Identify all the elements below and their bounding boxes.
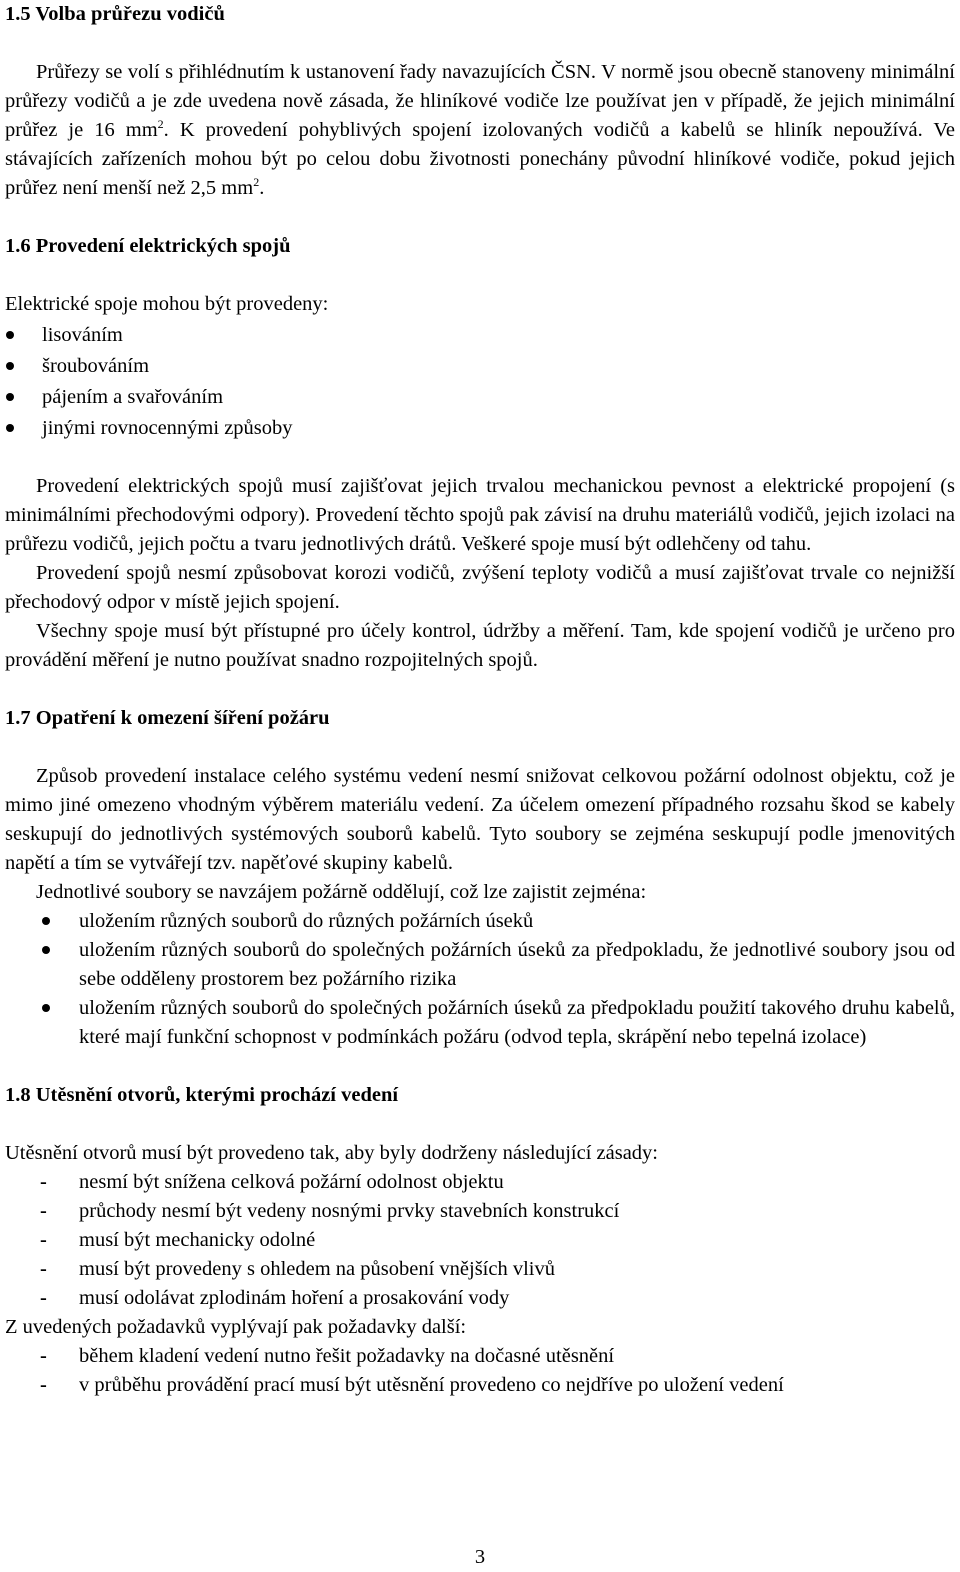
paragraph-1-6-c: Všechny spoje musí být přístupné pro účely kontrol, údržby a měření. Tam, kde spojení vodičů je určeno pro provádění měření je nutno používat snadno rozpojitelných spojů.	[5, 620, 955, 671]
list-item: - musí odolávat zplodinám hoření a prosakování vody	[5, 1284, 955, 1313]
list-item: šroubováním	[5, 352, 955, 381]
bullet-list-1-7	[5, 907, 955, 1052]
dash-list-1-8-b	[5, 1342, 955, 1400]
page-number: 3	[474, 1546, 486, 1568]
list-item: uložením různých souborů do společných požárních úseků za předpokladu, že jednotlivé soubory jsou od sebe odděleny prostorem bez požárního rizika	[5, 936, 955, 994]
heading-1-6: 1.6 Provedení elektrických spojů	[5, 235, 291, 257]
list-item: - nesmí být snížena celková požární odolnost objektu	[5, 1168, 955, 1197]
list-item: - během kladení vedení nutno řešit požadavky na dočasné utěsnění	[5, 1342, 955, 1371]
heading-1-7: 1.7 Opatření k omezení šíření požáru	[5, 707, 330, 729]
intro-1-6: Elektrické spoje mohou být provedeny:	[5, 293, 329, 315]
dash-list-1-8-a	[5, 1168, 955, 1313]
list-item: uložením různých souborů do společných požárních úseků za předpokladu použití takového druhu kabelů, které mají funkční schopnost v podmínkách požáru (odvod tepla, skrápění nebo tepelná izolace)	[5, 994, 955, 1052]
list-item: pájením a svařováním	[5, 383, 955, 412]
list-item: - musí být mechanicky odolné	[5, 1226, 955, 1255]
list-item: - průchody nesmí být vedeny nosnými prvky stavebních konstrukcí	[5, 1197, 955, 1226]
paragraph-1-5	[5, 58, 955, 203]
list-item: - v průběhu provádění prací musí být utěsnění provedeno co nejdříve po uložení vedení	[5, 1371, 955, 1400]
document-page	[5, 0, 955, 1400]
intro-1-8: Utěsnění otvorů musí být provedeno tak, aby byly dodrženy následující zásady:	[5, 1142, 658, 1164]
list-item: jinými rovnocennými způsoby	[5, 414, 955, 443]
intro-1-8-b: Z uvedených požadavků vyplývají pak požadavky další:	[5, 1316, 467, 1338]
paragraph-1-5-part-b: . K provedení pohyblivých spojení izolovaných vodičů a kabelů se hliník nepoužívá. Ve stávajících zařízeních mohou být po celou dobu životnosti ponechány původní hliníkové vodiče, pokud jejich průřez není menší než 2,5 mm	[5, 119, 955, 199]
list-item: - musí být provedeny s ohledem na působení vnějších vlivů	[5, 1255, 955, 1284]
paragraph-1-7-b: Jednotlivé soubory se navzájem požárně oddělují, což lze zajistit zejména:	[36, 881, 647, 903]
list-item: uložením různých souborů do různých požárních úseků	[5, 907, 955, 936]
bullet-list-1-6	[5, 321, 955, 443]
paragraph-1-7-a: Způsob provedení instalace celého systému vedení nesmí snižovat celkovou požární odolnost objektu, což je mimo jiné omezeno vhodným výběrem materiálu vedení. Za účelem omezení případného rozsahu škod se kabely seskupují do jednotlivých systémových souborů kabelů. Tyto soubory se zejména seskupují podle jmenovitých napětí a tím se vytvářejí tzv. napěťové skupiny kabelů.	[5, 765, 955, 874]
paragraph-1-6-b: Provedení spojů nesmí způsobovat korozi vodičů, zvýšení teploty vodičů a musí zajišťovat trvale co nejnižší přechodový odpor v místě jejich spojení.	[5, 562, 955, 613]
paragraph-1-6-a: Provedení elektrických spojů musí zajišťovat jejich trvalou mechanickou pevnost a elektrické propojení (s minimálními přechodovými odpory). Provedení těchto spojů pak závisí na druhu materiálů vodičů, jejich izolaci na průřezu vodičů, jejich počtu a tvaru jednotlivých drátů. Veškeré spoje musí být odlehčeny od tahu.	[5, 475, 955, 555]
paragraph-1-5-part-a: Průřezy se volí s přihlédnutím k ustanovení řady navazujících ČSN. V normě jsou obecně stanoveny minimální průřezy vodičů a je zde uvedena nově zásada, že hliníkové vodiče lze používat jen v případě, že jejich minimální průřez je 16 mm	[5, 61, 955, 141]
paragraph-1-5-part-c: .	[259, 177, 265, 199]
heading-1-8: 1.8 Utěsnění otvorů, kterými prochází vedení	[5, 1084, 399, 1106]
superscript-2: 2	[157, 117, 164, 132]
heading-1-5: 1.5 Volba průřezu vodičů	[5, 3, 225, 25]
superscript-2b: 2	[253, 175, 260, 190]
list-item: lisováním	[5, 321, 955, 350]
